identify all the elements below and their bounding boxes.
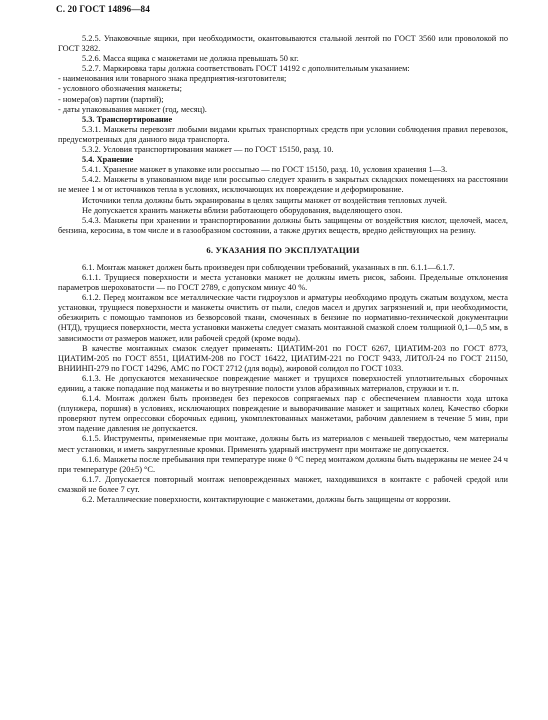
paragraph-6-1-7: 6.1.7. Допускается повторный монтаж неповрежденных манжет, находившихся в контакте с рабочей средой или смазкой не более 7 сут.	[58, 474, 508, 494]
marking-item: - номера(ов) партии (партий);	[58, 94, 164, 104]
paragraph-heat-sources: Источники тепла должны быть экранированы в целях защиты манжет от воздействия тепловых лучей.	[82, 195, 447, 205]
paragraph-6-1-5: 6.1.5. Инструменты, применяемые при монтаже, должны быть из материалов с меньшей твердостью, чем материалы мест установки, и иметь закругленные кромки. Применять ударный инструмент при монтаже не допускается.	[58, 434, 508, 454]
paragraph-6-1-3: 6.1.3. Не допускаются механическое повреждение манжет и трущихся поверхностей уплотнительных сборочных единиц, а также попадание под манжеты и во внутренние полости узлов абразивных материалов, стружки и т. п.	[58, 373, 508, 393]
paragraph-5-4-1: 5.4.1. Хранение манжет в упаковке или россыпью — по ГОСТ 15150, разд. 10, условия хранения 1—3.	[82, 165, 448, 175]
subsection-storage: 5.4. Хранение	[82, 155, 134, 165]
page-header: С. 20 ГОСТ 14896—84	[56, 4, 150, 14]
paragraph-lubricants: В качестве монтажных смазок следует применять: ЦИАТИМ-201 по ГОСТ 6267, ЦИАТИМ-203 по ГОСТ 8773, ЦИАТИМ-205 по ГОСТ 8551, ЦИАТИМ-208 по ГОСТ 16422, ЦИАТИМ-221 по ГОСТ 9433, ЛИТОЛ-24 по ГОСТ 21150, ВНИИНП-279 по ГОСТ 14296, АМС по ГОСТ 2712 (для воды), жировой солидол по ГОСТ 1033.	[58, 343, 508, 373]
section-6-title: 6. УКАЗАНИЯ ПО ЭКСПЛУАТАЦИИ	[206, 244, 360, 255]
paragraph-5-4-3: 5.4.3. Манжеты при хранении и транспортировании должны быть защищены от воздействия кислот, щелочей, масел, бензина, керосина, в том числе и в газообразном состоянии, а также других веществ, вредно действующих на резину.	[58, 215, 508, 235]
paragraph-ozone: Не допускается хранить манжеты вблизи работающего оборудования, выделяющего озон.	[82, 205, 403, 215]
paragraph-6-1-1: 6.1.1. Трущиеся поверхности и места установки манжет не должны иметь рисок, забоин. Предельные отклонения параметров шероховатости — по ГОСТ 2789, с допуском минус 40 %.	[58, 272, 508, 293]
paragraph-6-1-2: 6.1.2. Перед монтажом все металлические части гидроузлов и арматуры необходимо продуть сжатым воздухом, места установки, трущиеся поверхности и манжеты очистить от пыли, следов масел и других загрязнений и, при необходимости, обезжирить с помощью тампонов из безворсовой ткани, смоченных в бензине по нормативно-технической документации (НТД), трущиеся поверхности, места установки манжеты следует смазать монтажной смазкой слоем толщиной 0,1—0,5 мм, в зависимости от размеров манжет, или рабочей средой (кроме воды).	[58, 293, 508, 343]
paragraph-5-2-6: 5.2.6. Масса ящика с манжетами не должна превышать 50 кг.	[82, 54, 299, 64]
paragraph-6-1-6: 6.1.6. Манжеты после пребывания при температуре ниже 0 °С перед монтажом должны быть выдержаны не менее 24 ч при температуре (20±5) °С.	[58, 454, 508, 474]
paragraph-6-1-4: 6.1.4. Монтаж должен быть произведен без перекосов сопрягаемых пар с обеспечением плавности хода штока (плунжера, поршня) в условиях, исключающих повреждение и выворачивание манжет и защитных колец. Качество сборки проверяют путем опрессовки сборочных единиц, укомплектованных манжетами, рабочим давлением в течение 5 мин, при этом падение давления не допускается.	[58, 394, 508, 434]
paragraph-6-2: 6.2. Металлические поверхности, контактирующие с манжетами, должны быть защищены от коррозии.	[82, 495, 451, 505]
paragraph-5-3-1: 5.3.1. Манжеты перевозят любыми видами крытых транспортных средств при условии соблюдения правил перевозок, предусмотренных для данного вида транспорта.	[58, 124, 508, 144]
paragraph-5-3-2: 5.3.2. Условия транспортирования манжет — по ГОСТ 15150, разд. 10.	[82, 145, 334, 155]
marking-item: - наименования или товарного знака предприятия-изготовителя;	[58, 74, 287, 84]
subsection-transport: 5.3. Транспортирование	[82, 114, 173, 124]
paragraph-6-1: 6.1. Монтаж манжет должен быть произведен при соблюдении требований, указанных в пп. 6.1.1—6.1.7.	[82, 262, 455, 272]
marking-item: - условного обозначения манжеты;	[58, 84, 182, 94]
paragraph-5-4-2: 5.4.2. Манжеты в упакованном виде или россыпью следует хранить в закрытых складских помещениях на расстоянии не менее 1 м от источников тепла в условиях, исключающих их повреждение и деформирование.	[58, 175, 508, 195]
marking-item: - даты упаковывания манжет (год, месяц).	[58, 104, 207, 114]
paragraph-5-2-5: 5.2.5. Упаковочные ящики, при необходимости, окантовываются стальной лентой по ГОСТ 3560 или проволокой по ГОСТ 3282.	[58, 34, 508, 54]
paragraph-5-2-7: 5.2.7. Маркировка тары должна соответствовать ГОСТ 14192 с дополнительным указанием:	[82, 64, 410, 74]
